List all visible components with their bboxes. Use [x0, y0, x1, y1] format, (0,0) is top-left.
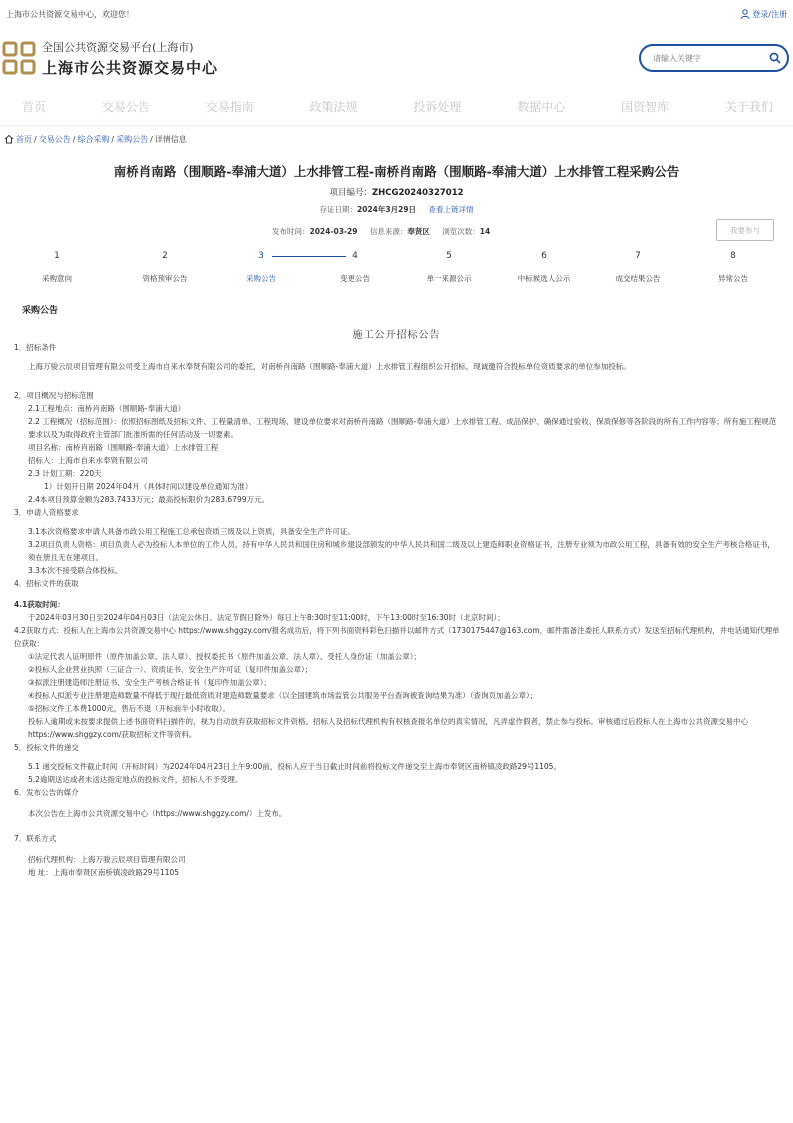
search-icon[interactable] — [769, 52, 781, 64]
paragraph: 投标人逾期或未按要求提供上述书面资料扫描件的，视为自动放弃获取招标文件资格。招标人及招标代理机构有权核查报名单位的真实情况，凡弄虚作假者，禁止参与投标。审核通过后投标人在上海市公共资源交易中心 https://www.shggzy.com/获取招标文件等资料。 — [28, 717, 748, 739]
welcome-text: 上海市公共资源交易中心，欢迎您！ — [6, 9, 134, 19]
home-icon — [4, 134, 14, 144]
deposit-date: 存证日期：2024年3月29日 查看上链详情 — [319, 205, 474, 214]
view-count: 14 — [479, 227, 491, 236]
step-2[interactable]: 2 资格预审公告 — [142, 251, 188, 283]
project-number: 项目编号：ZHCG20240327012 — [329, 188, 464, 198]
heading-publication-media: 6．发布公告的媒介 — [14, 788, 79, 797]
paragraph: 2.4本项目预算金额为283.7433万元；最高投标限价为283.6799万元。 — [28, 495, 269, 504]
info-source: 奉贤区 — [407, 227, 430, 236]
list-item: ④投标人拟派专业注册建造师数量不得低于现行最低资质对建造师数量要求（以全国建筑市场监管公共服务平台查询被查询结果为准）（查询页加盖公章）； — [28, 691, 538, 700]
breadcrumb-detail: 详情信息 — [154, 134, 187, 144]
nav-item-about[interactable]: 关于我们 — [724, 100, 773, 114]
brand[interactable] — [2, 39, 218, 78]
nav-item-trading-notices[interactable]: 交易公告 — [101, 100, 150, 114]
heading-obtain-documents: 4．招标文件的获取 — [14, 579, 79, 588]
nav-item-home[interactable]: 首页 — [22, 100, 47, 114]
paragraph: 3.1本次资格要求申请人具备市政公用工程施工总承包资质三级及以上资质，具备安全生产许可证。 — [28, 527, 355, 536]
paragraph: 于2024年03月30日至2024年04月03日（法定公休日、法定节假日除外）每日上午8:30时至11:00时，下午13:00时至16:30时（北京时间）； — [28, 613, 505, 622]
heading-bid-submission: 5．投标文件的递交 — [14, 743, 79, 752]
join-button[interactable]: 我要参与 — [716, 219, 774, 241]
publish-time: 2024-03-29 — [309, 227, 358, 236]
paragraph: 招标人：上海市自来水奉贤有限公司 — [28, 456, 148, 465]
heading-contact: 7．联系方式 — [14, 834, 57, 843]
paragraph: 项目名称：南桥肖南路（围顺路-奉浦大道）上水排管工程 — [28, 443, 219, 452]
paragraph: 1）计划开日期 2024年04月（具体时间以建设单位通知为准） — [44, 482, 253, 491]
paragraph: 5.1 递交投标文件截止时间（开标时间）为2024年04月23日上午9:00前，投标人应于当日截止时间前将投标文件递交至上海市奉贤区南桥镇凌政路29号1105。 — [28, 762, 561, 771]
search-box — [639, 44, 789, 72]
login-link[interactable] — [740, 9, 787, 20]
nav-item-complaints[interactable]: 投诉处理 — [413, 100, 462, 114]
nav-item-think-tank[interactable]: 国资智库 — [621, 100, 670, 114]
top-bar — [0, 0, 793, 28]
notice-body — [0, 341, 793, 879]
center-name: 上海市公共资源交易中心 — [42, 58, 219, 77]
notice-meta: 发布时间：2024-03-29 信息来源：奉贤区 浏览次数：14 我要参与 — [0, 219, 793, 243]
step-1[interactable]: 1 采购意向 — [42, 251, 72, 283]
deposit-date-value: 2024年3月29日 — [357, 205, 417, 214]
paragraph: 招标代理机构：上海万骏云辰项目管理有限公司 — [28, 855, 186, 864]
step-6[interactable]: 6 中标候选人公示 — [517, 251, 571, 283]
step-4[interactable]: 4 变更公告 — [340, 251, 370, 283]
section-heading: 采购公告 — [22, 306, 59, 316]
heading-bidding-conditions: 1．招标条件 — [14, 343, 57, 352]
site-header — [0, 28, 793, 88]
list-item: ③拟派注册建造师注册证书、安全生产考核合格证书（复印件加盖公章）； — [28, 678, 271, 687]
notice-title: 南桥肖南路（围顺路-奉浦大道）上水排管工程-南桥肖南路（围顺路-奉浦大道）上水排管工程采购公告 — [113, 164, 680, 179]
breadcrumb-trading-notices[interactable]: 交易公告 — [38, 134, 71, 144]
paragraph: 4.2获取方式：投标人在上海市公共资源交易中心 https://www.shggzy.com/报名成功后，将下列书面资料彩色扫描并以邮件方式（1730175447@163.com，邮件需备注委托人联系方式）发送至招标代理机构，并电话通知代理单位获取： — [14, 626, 780, 648]
paragraph: 3.3本次不接受联合体投标。 — [28, 566, 123, 575]
logo-icon — [2, 41, 36, 75]
paragraph: 5.2逾期送达或者未送达指定地点的投标文件，招标人不予受理。 — [28, 775, 243, 784]
step-8[interactable]: 8 异常公告 — [718, 251, 748, 283]
paragraph: 2.1工程地点：南桥肖南路（围顺路-奉浦大道） — [28, 404, 186, 413]
subheading-obtain-time: 4.1获取时间： — [14, 600, 65, 609]
breadcrumb-comprehensive-procurement[interactable]: 综合采购 — [77, 134, 110, 144]
paragraph: 本次公告在上海市公共资源交易中心（https://www.shggzy.com/）上发布。 — [28, 809, 287, 818]
main-nav — [0, 88, 793, 126]
project-number-value: ZHCG20240327012 — [371, 188, 464, 198]
breadcrumb-procurement-notice[interactable]: 采购公告 — [116, 134, 149, 144]
breadcrumb-home[interactable]: 首页 — [16, 134, 32, 144]
paragraph: 地 址：上海市奉贤区南桥镇凌政路29号1105 — [28, 868, 180, 877]
list-item: ⑤招标文件工本费1000元，售后不退（开标前半小时收取）。 — [28, 704, 231, 713]
step-7[interactable]: 7 成交结果公告 — [615, 251, 661, 283]
platform-name: 全国公共资源交易平台(上海市) — [42, 40, 194, 54]
step-3[interactable]: 3 采购公告 — [246, 251, 276, 283]
view-chain-details-link[interactable]: 查看上链详情 — [428, 205, 474, 214]
heading-applicant-qualifications: 3．申请人资格要求 — [14, 508, 79, 517]
paragraph: 3.2项目负责人资格：项目负责人必为投标人本单位的工作人员，持有中华人民共和国住房和城乡建设部颁发的中华人民共和国二级及以上建造师职业资格证书，注册专业须为市政公用工程，具备有效的安全生产考核合格证书，须在册且无在建项目。 — [28, 540, 775, 562]
login-label[interactable]: 登录/注册 — [752, 9, 787, 19]
document-title: 施工公开招标公告 — [352, 330, 441, 341]
heading-project-overview: 2．项目概况与招标范围 — [14, 391, 94, 400]
paragraph: 上海万骏云辰项目管理有限公司受上海市自来水奉贤有限公司的委托，对南桥肖南路（围顺路-奉浦大道）上水排管工程组织公开招标，现诚邀符合投标单位资质要求的单位参加投标。 — [28, 362, 631, 371]
step-5[interactable]: 5 单一来源公示 — [426, 251, 472, 283]
list-item: ①法定代表人证明原件（原件加盖公章、法人章）、授权委托书（原件加盖公章、法人章）、受托人身份证（加盖公章）； — [28, 652, 421, 661]
nav-item-data-center[interactable]: 数据中心 — [517, 100, 566, 114]
list-item: ②投标人企业营业执照（三证合一）、资质证书、安全生产许可证（复印件加盖公章）； — [28, 665, 313, 674]
nav-item-policies[interactable]: 政策法规 — [309, 100, 358, 114]
paragraph: 2.2 工程概况（招标范围）：依照招标图纸及招标文件、工程量清单、工程现场、建设单位要求对南桥肖南路（围顺路-奉浦大道）上水排管工程、成品保护、确保通过验收、保质保修等各阶段的所有工作内容等；所有施工程规范要求以及为取得政府主管部门批准所需的任何活动及一切要素。 — [28, 417, 777, 439]
nav-item-trading-guide[interactable]: 交易指南 — [205, 100, 254, 114]
paragraph: 2.3 计划工期：220天 — [28, 469, 102, 478]
breadcrumb: 首页 / 交易公告 / 综合采购 / 采购公告 / 详情信息 — [0, 126, 793, 152]
user-icon — [740, 9, 750, 19]
process-steps — [0, 249, 793, 297]
search-input[interactable] — [653, 54, 763, 63]
